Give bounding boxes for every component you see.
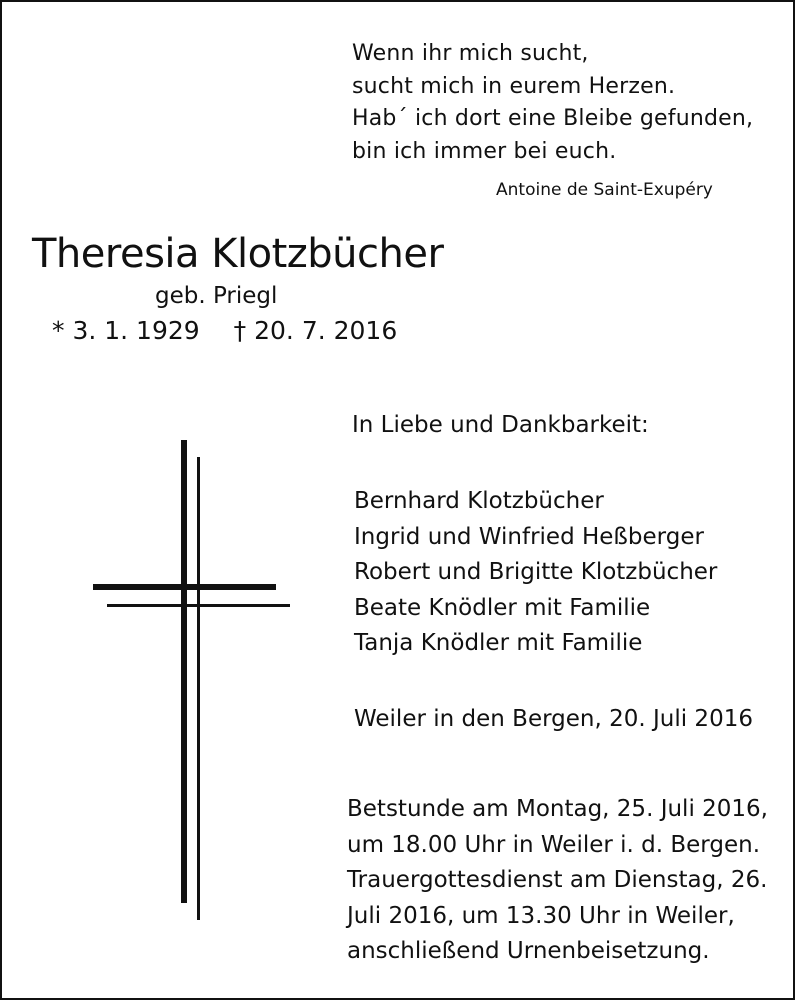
poem-author: Antoine de Saint-Exupéry <box>496 180 713 200</box>
service-line: anschließend Urnenbeisetzung. <box>347 938 710 964</box>
mourners-intro: In Liebe und Dankbarkeit: <box>352 412 649 438</box>
service-line: Betstunde am Montag, 25. Juli 2016, <box>347 796 768 822</box>
death-date: † 20. 7. 2016 <box>233 316 398 345</box>
mourner-name: Robert und Brigitte Klotzbücher <box>354 559 718 585</box>
service-line: um 18.00 Uhr in Weiler i. d. Bergen. <box>347 831 761 858</box>
cross-vertical-bar-thin <box>197 457 200 920</box>
mourner-name: Tanja Knödler mit Familie <box>354 630 643 656</box>
place-and-date: Weiler in den Bergen, 20. Juli 2016 <box>354 706 753 732</box>
poem-line: sucht mich in eurem Herzen. <box>352 73 676 99</box>
poem-line: Wenn ihr mich sucht, <box>352 41 589 66</box>
maiden-name: geb. Priegl <box>155 283 278 309</box>
mourner-name: Beate Knödler mit Familie <box>354 594 651 621</box>
service-line: Trauergottesdienst am Dienstag, 26. <box>347 867 768 893</box>
service-line: Juli 2016, um 13.30 Uhr in Weiler, <box>347 902 735 929</box>
cross-vertical-bar-thick <box>181 440 187 903</box>
mourner-name: Bernhard Klotzbücher <box>354 488 604 514</box>
poem-line: Hab´ ich dort eine Bleibe gefunden, <box>352 106 754 131</box>
cross-horizontal-bar-thick <box>93 584 276 590</box>
service-details <box>347 792 768 970</box>
poem-line: bin ich immer bei euch. <box>352 138 617 164</box>
mourners-list <box>354 484 717 662</box>
cross-horizontal-bar-thin <box>107 604 290 607</box>
mourner-name: Ingrid und Winfried Heßberger <box>354 523 704 550</box>
birth-date: * 3. 1. 1929 <box>52 316 200 345</box>
deceased-name: Theresia Klotzbücher <box>32 231 444 277</box>
